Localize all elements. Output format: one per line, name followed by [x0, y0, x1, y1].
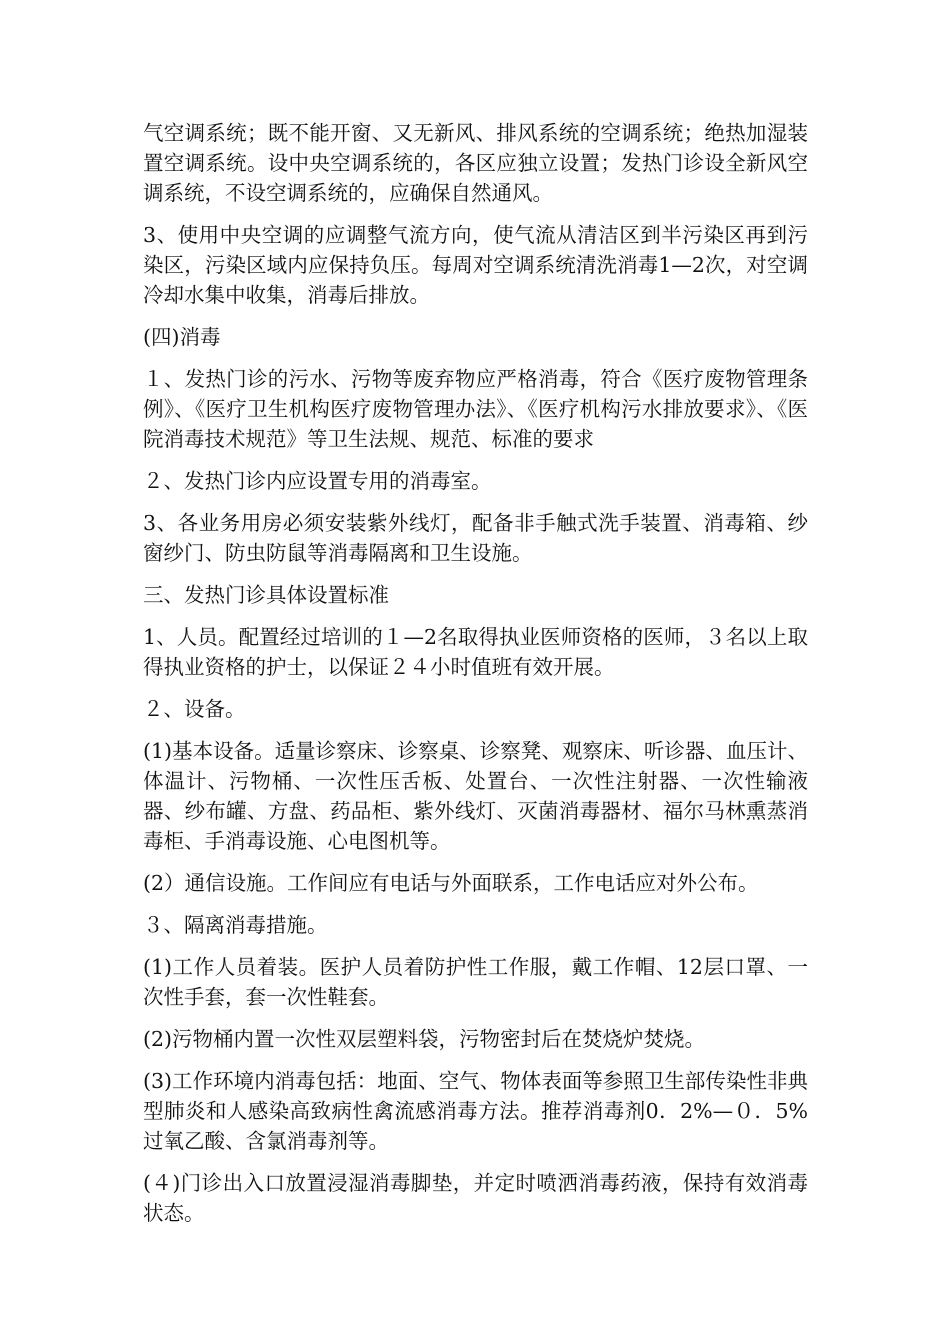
paragraph-uv-lamps-facilities: 3、各业务用房必须安装紫外线灯，配备非手触式洗手装置、消毒箱、纱窗纱门、防虫防鼠等消毒隔离和卫生设施。 [143, 511, 808, 565]
paragraph-disinfection-room: ２、发热门诊内应设置专用的消毒室。 [143, 469, 492, 493]
subheading-isolation-measures: ３、隔离消毒措施。 [143, 913, 328, 937]
paragraph-communication: (2）通信设施。工作间应有电话与外面联系，工作电话应对外公布。 [143, 871, 759, 895]
paragraph-environment-disinfection: (3)工作环境内消毒包括：地面、空气、物体表面等参照卫生部传染性非典型肺炎和人感染高致病性禽流感消毒方法。推荐消毒剂0．2%—０．5%过氧乙酸、含氯消毒剂等。 [143, 1069, 808, 1153]
paragraph-air-conditioning-continued: 气空调系统；既不能开窗、又无新风、排风系统的空调系统；绝热加湿装置空调系统。设中央空调系统的，各区应独立设置；发热门诊设全新风空调系统，不设空调系统的，应确保自然通风。 [143, 121, 808, 205]
paragraph-personnel: 1、人员。配置经过培训的１—2名取得执业医师资格的医师，３名以上取得执业资格的护士，以保证２４小时值班有效开展。 [143, 625, 808, 679]
paragraph-entrance-mats: (４)门诊出入口放置浸湿消毒脚垫，并定时喷洒消毒药液，保持有效消毒状态。 [143, 1171, 808, 1225]
section-heading-setup-standards: 三、发热门诊具体设置标准 [143, 583, 389, 607]
paragraph-central-ac-airflow: 3、使用中央空调的应调整气流方向，使气流从清洁区到半污染区再到污染区，污染区域内应保持负压。每周对空调系统清洗消毒1—2次，对空调冷却水集中收集，消毒后排放。 [143, 223, 808, 307]
document-body [143, 118, 808, 1240]
paragraph-waste-disinfection: １、发热门诊的污水、污物等废弃物应严格消毒，符合《医疗废物管理条例》、《医疗卫生机构医疗废物管理办法》、《医疗机构污水排放要求》、《医院消毒技术规范》等卫生法规、规范、标准的要求 [143, 367, 808, 451]
subheading-equipment: ２、设备。 [143, 697, 246, 721]
paragraph-waste-bins: (2)污物桶内置一次性双层塑料袋，污物密封后在焚烧炉焚烧。 [143, 1027, 706, 1051]
section-heading-disinfection: (四)消毒 [143, 325, 221, 349]
paragraph-staff-attire: (1)工作人员着装。医护人员着防护性工作服，戴工作帽、12层口罩、一次性手套，套一次性鞋套。 [143, 955, 808, 1009]
paragraph-basic-equipment: (1)基本设备。适量诊察床、诊察桌、诊察凳、观察床、听诊器、血压计、体温计、污物桶、一次性压舌板、处置台、一次性注射器、一次性输液器、纱布罐、方盘、药品柜、紫外线灯、灭菌消毒器材、福尔马林熏蒸消毒柜、手消毒设施、心电图机等。 [143, 739, 808, 853]
